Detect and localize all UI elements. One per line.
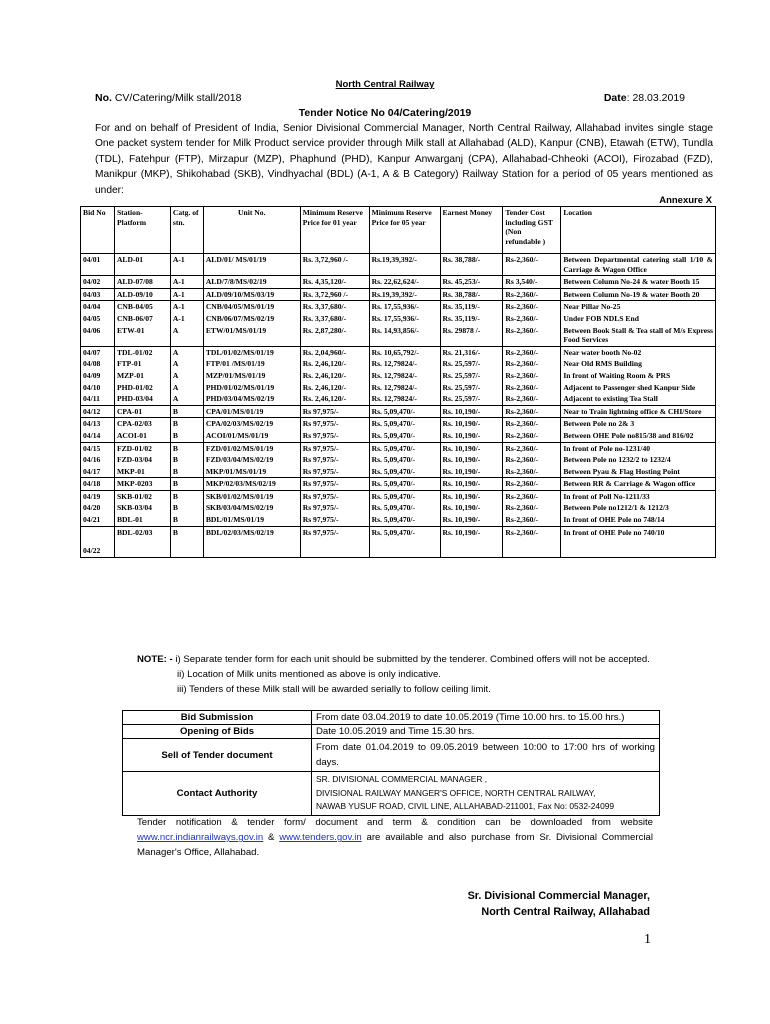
table-row	[81, 526, 716, 557]
table-cell: Rs. 5,09,470/-	[369, 454, 440, 466]
table-cell: Under FOB NDLS End	[561, 313, 716, 325]
table-cell: PHD-01/02	[114, 382, 170, 394]
note-label: NOTE: -	[137, 654, 173, 665]
table-row	[81, 370, 716, 382]
amp: &	[268, 832, 275, 844]
table-cell: FZD/01/02/MS/01/19	[203, 442, 300, 454]
table-cell: Rs. 12,79824/-	[369, 358, 440, 370]
table-cell: MZP/01/MS/01/19	[203, 370, 300, 382]
table-cell: Rs 97,975/-	[300, 405, 369, 418]
note-text: i) Separate tender form for each unit should be submitted by the tenderer. Combined offers will not be accepted.	[175, 654, 650, 665]
download-text: Tender notification & tender form/ document and term & condition can be downloaded from website	[137, 817, 653, 828]
table-cell: Rs-2,360/-	[503, 254, 561, 276]
table-cell: Rs 97,975/-	[300, 502, 369, 514]
table-cell: 04/03	[81, 288, 115, 301]
table-cell: CNB-06/07	[114, 313, 170, 325]
table-cell: A-1	[170, 276, 203, 289]
table-row	[81, 418, 716, 430]
table-cell: CNB/04/05/MS/01/19	[203, 301, 300, 313]
signature-office: North Central Railway, Allahabad	[481, 906, 650, 918]
table-cell: FTP/01 /MS/01/19	[203, 358, 300, 370]
table-row	[81, 276, 716, 289]
date-label: Date	[603, 92, 627, 104]
table-cell: BDL-01	[114, 514, 170, 526]
table-cell: Rs. 10,190/-	[440, 442, 503, 454]
table-cell: Rs 97,975/-	[300, 478, 369, 491]
table-cell: Between Pole no 2& 3	[561, 418, 716, 430]
column-header: Tender Cost including GST (Non refundable )	[503, 207, 561, 254]
table-cell: ALD/01/ MS/01/19	[203, 254, 300, 276]
contact-line: NAWAB YUSUF ROAD, CIVIL LINE, ALLAHABAD-211001, Fax No: 0532-24099	[316, 801, 615, 811]
table-cell: Rs. 5,09,470/-	[369, 442, 440, 454]
table-cell: SKB/01/02/MS/01/19	[203, 490, 300, 502]
table-cell: Rs. 5,09,470/-	[369, 430, 440, 442]
table-cell: 04/16	[81, 454, 115, 466]
signature-title: Sr. Divisional Commercial Manager,	[467, 890, 650, 902]
table-cell: Near Pillar No-25	[561, 301, 716, 313]
table-cell: Rs. 5,09,470/-	[369, 514, 440, 526]
table-cell: Rs. 17,55,936/-	[369, 301, 440, 313]
notes-section	[137, 652, 697, 698]
table-cell: BDL/01/MS/01/19	[203, 514, 300, 526]
table-cell: 04/19	[81, 490, 115, 502]
table-cell: Rs. 2,87,280/-	[300, 325, 369, 347]
table-cell: Rs. 10,190/-	[440, 430, 503, 442]
table-cell: SKB-03/04	[114, 502, 170, 514]
table-cell: 04/01	[81, 254, 115, 276]
table-row	[81, 514, 716, 526]
table-cell: Rs. 5,09,470/-	[369, 490, 440, 502]
table-cell: ACOI/01/MS/01/19	[203, 430, 300, 442]
table-cell: In front of Waiting Room & PRS	[561, 370, 716, 382]
table-cell: ALD-09/10	[114, 288, 170, 301]
table-cell: MKP-0203	[114, 478, 170, 491]
table-cell: Rs. 10,190/-	[440, 478, 503, 491]
table-cell: MZP-01	[114, 370, 170, 382]
tender-units-table	[80, 206, 716, 558]
table-cell: Between RR & Carriage & Wagon office	[561, 478, 716, 491]
table-cell: Rs-2,360/-	[503, 502, 561, 514]
table-cell: TDL-01/02	[114, 346, 170, 358]
table-cell: SKB-01/02	[114, 490, 170, 502]
table-cell: Rs 97,975/-	[300, 430, 369, 442]
table-row	[81, 466, 716, 478]
table-cell: Rs. 25,597/-	[440, 370, 503, 382]
reference-line	[95, 92, 685, 104]
table-cell: Rs-2,360/-	[503, 301, 561, 313]
table-cell: Rs. 38,788/-	[440, 254, 503, 276]
table-cell: ALD/09/10/MS/03/19	[203, 288, 300, 301]
download-info	[137, 815, 653, 861]
sell-value: From date 01.04.2019 to 09.05.2019 between 10:00 to 17:00 hrs of working days.	[312, 739, 660, 772]
table-cell: Rs. 22,62,624/-	[369, 276, 440, 289]
table-cell: 04/17	[81, 466, 115, 478]
table-cell: B	[170, 514, 203, 526]
table-cell: Rs. 3,37,680/-	[300, 301, 369, 313]
table-cell: A-1	[170, 313, 203, 325]
table-cell: Rs. 29878 /-	[440, 325, 503, 347]
table-cell: Rs. 38,788/-	[440, 288, 503, 301]
table-cell: CPA/02/03/MS/02/19	[203, 418, 300, 430]
bid-row	[123, 711, 660, 725]
table-cell: Rs-2,360/-	[503, 370, 561, 382]
table-cell: FZD-01/02	[114, 442, 170, 454]
table-cell: 04/02	[81, 276, 115, 289]
table-cell: ETW/01/MS/01/19	[203, 325, 300, 347]
table-cell: Between Pole no 1232/2 to 1232/4	[561, 454, 716, 466]
table-cell: B	[170, 418, 203, 430]
table-cell: Rs 97,975/-	[300, 418, 369, 430]
column-header: Bid No	[81, 207, 115, 254]
table-cell: Rs. 10,190/-	[440, 490, 503, 502]
table-cell: Rs. 5,09,470/-	[369, 502, 440, 514]
table-cell: PHD-03/04	[114, 393, 170, 405]
opening-label: Opening of Bids	[123, 725, 312, 739]
table-cell: 04/22	[81, 526, 115, 557]
table-cell: Rs. 10,190/-	[440, 526, 503, 557]
table-row	[81, 313, 716, 325]
table-cell: B	[170, 405, 203, 418]
intro-paragraph: For and on behalf of President of India, Senior Divisional Commercial Manager, North Central Railway, Allahabad invites single stage One packet system tender for Milk Product service provider through Milk stall at Allahabad (ALD), Kanpur (CNB), Etawah (ETW), Tundla (TDL), Fatehpur (FTP), Mirzapur (MZP), Phaphund (PHD), Kanpur Anwarganj (CPA), Allahabad-Chheoki (ACOI), Firozabad (FZD), Manikpur (MKP), Shikohabad (SKB), Vindhyachal (BDL) (A-1, A & B Category) Railway Station for a period of 05 years mentioned as under:	[95, 123, 713, 196]
table-cell: 04/20	[81, 502, 115, 514]
table-row	[81, 346, 716, 358]
column-header: Earnest Money	[440, 207, 503, 254]
table-cell: Rs. 35,119/-	[440, 313, 503, 325]
table-cell: Rs. 10,190/-	[440, 418, 503, 430]
table-row	[81, 301, 716, 313]
table-cell: Rs-2,360/-	[503, 526, 561, 557]
table-cell: 04/13	[81, 418, 115, 430]
table-cell: FZD/03/04/MS/02/19	[203, 454, 300, 466]
table-cell: 04/11	[81, 393, 115, 405]
table-cell: MKP/01/MS/01/19	[203, 466, 300, 478]
table-cell: Rs. 45,253/-	[440, 276, 503, 289]
table-row	[81, 393, 716, 405]
table-cell: Between Column No-24 & water Booth 15	[561, 276, 716, 289]
table-cell: A	[170, 346, 203, 358]
table-row	[81, 454, 716, 466]
table-cell: SKB/03/04/MS/02/19	[203, 502, 300, 514]
table-cell: Rs 97,975/-	[300, 454, 369, 466]
table-cell: A	[170, 358, 203, 370]
table-cell: Rs. 3,72,960 /-	[300, 288, 369, 301]
table-cell: Rs-2,360/-	[503, 346, 561, 358]
table-cell: Rs. 35,119/-	[440, 301, 503, 313]
table-cell: Between OHE Pole no815/38 and 816/02	[561, 430, 716, 442]
note-item-1	[137, 652, 697, 667]
page-number: 1	[644, 932, 651, 947]
table-cell: A	[170, 325, 203, 347]
table-cell: Rs-2,360/-	[503, 382, 561, 394]
table-cell: FTP-01	[114, 358, 170, 370]
contact-line: SR. DIVISIONAL COMMERCIAL MANAGER ,	[316, 774, 488, 784]
table-cell: B	[170, 442, 203, 454]
table-cell: ALD-01	[114, 254, 170, 276]
table-cell: MKP-01	[114, 466, 170, 478]
table-cell: Rs. 5,09,470/-	[369, 526, 440, 557]
table-cell: CPA-02/03	[114, 418, 170, 430]
ncr-website-link[interactable]: www.ncr.indianrailways.gov.in	[137, 832, 264, 844]
table-cell: Rs-2,360/-	[503, 466, 561, 478]
table-row	[81, 502, 716, 514]
table-cell: 04/05	[81, 313, 115, 325]
table-cell: ALD-07/08	[114, 276, 170, 289]
table-cell: Rs. 5,09,470/-	[369, 418, 440, 430]
table-cell: Rs. 10,65,792/-	[369, 346, 440, 358]
table-cell: Near water booth No-02	[561, 346, 716, 358]
table-cell: Rs-2,360/-	[503, 490, 561, 502]
table-cell: Rs. 5,09,470/-	[369, 405, 440, 418]
table-cell: Rs-2,360/-	[503, 358, 561, 370]
table-cell: Between Book Stall & Tea stall of M/s Express Food Services	[561, 325, 716, 347]
table-cell: Rs 97,975/-	[300, 490, 369, 502]
table-cell: MKP/02/03/MS/02/19	[203, 478, 300, 491]
ref-label: No.	[95, 92, 112, 104]
table-cell: Rs 97,975/-	[300, 514, 369, 526]
contact-line: DIVISIONAL RAILWAY MANGER'S OFFICE, NORTH CENTRAL RAILWAY,	[316, 787, 596, 798]
table-cell: TDL/01/02/MS/01/19	[203, 346, 300, 358]
table-cell: A	[170, 382, 203, 394]
notice-title: Tender Notice No 04/Catering/2019	[298, 107, 472, 119]
sell-label: Sell of Tender document	[123, 739, 312, 772]
table-row	[81, 382, 716, 394]
table-cell: ETW-01	[114, 325, 170, 347]
table-cell: Rs. 10,190/-	[440, 405, 503, 418]
table-cell: Rs-2,360/-	[503, 442, 561, 454]
table-cell: Rs. 25,597/-	[440, 393, 503, 405]
bid-row	[123, 772, 660, 816]
table-row	[81, 254, 716, 276]
table-cell: Rs. 3,72,960 /-	[300, 254, 369, 276]
table-cell: In front of OHE Pole no 740/10	[561, 526, 716, 557]
table-row	[81, 442, 716, 454]
date-value: : 28.03.2019	[626, 92, 685, 104]
table-cell: Adjacent to Passenger shed Kanpur Side	[561, 382, 716, 394]
table-cell: Rs. 10,190/-	[440, 502, 503, 514]
table-cell: Rs. 10,190/-	[440, 466, 503, 478]
table-cell: Rs.19,39,392/-	[369, 254, 440, 276]
bid-submission-value: From date 03.04.2019 to date 10.05.2019 (Time 10.00 hrs. to 15.00 hrs.)	[312, 711, 660, 725]
table-header-row	[81, 207, 716, 254]
table-cell: B	[170, 454, 203, 466]
table-cell: PHD/01/02/MS/01/19	[203, 382, 300, 394]
table-row	[81, 405, 716, 418]
ref-value: CV/Catering/Milk stall/2018	[114, 92, 242, 104]
table-cell: BDL/02/03/MS/02/19	[203, 526, 300, 557]
table-cell: Adjacent to existing Tea Stall	[561, 393, 716, 405]
table-cell: In front of Poll No-1211/33	[561, 490, 716, 502]
table-cell: Rs. 5,09,470/-	[369, 466, 440, 478]
table-cell: ALD/7/8/MS/02/19	[203, 276, 300, 289]
table-cell: Rs. 12,79824/-	[369, 370, 440, 382]
organization-title: North Central Railway	[335, 79, 435, 90]
table-cell: A	[170, 393, 203, 405]
table-cell: BDL-02/03	[114, 526, 170, 557]
table-cell: A-1	[170, 254, 203, 276]
table-cell: PHD/03/04/MS/02/19	[203, 393, 300, 405]
table-row	[81, 430, 716, 442]
table-cell: CNB-04/05	[114, 301, 170, 313]
table-cell: 04/09	[81, 370, 115, 382]
table-cell: Rs 97,975/-	[300, 442, 369, 454]
note-item-3: iii) Tenders of these Milk stall will be awarded serially to follow ceiling limit.	[177, 684, 491, 696]
table-cell: Rs 3,540/-	[503, 276, 561, 289]
table-cell: CPA-01	[114, 405, 170, 418]
table-cell: B	[170, 502, 203, 514]
table-row	[81, 478, 716, 491]
table-cell: Rs.19,39,392/-	[369, 288, 440, 301]
table-cell: In front of OHE Pole no 748/14	[561, 514, 716, 526]
column-header: Unit No.	[203, 207, 300, 254]
table-cell: CPA/01/MS/01/19	[203, 405, 300, 418]
table-cell: A	[170, 370, 203, 382]
column-header: Catg. of stn.	[170, 207, 203, 254]
table-cell: Rs. 25,597/-	[440, 382, 503, 394]
table-cell: 04/21	[81, 514, 115, 526]
table-cell: Rs-2,360/-	[503, 313, 561, 325]
table-cell: B	[170, 490, 203, 502]
table-cell: Rs. 2,46,120/-	[300, 382, 369, 394]
table-cell: ACOI-01	[114, 430, 170, 442]
table-cell: B	[170, 466, 203, 478]
table-row	[81, 358, 716, 370]
table-cell: Rs. 14,93,856/-	[369, 325, 440, 347]
opening-value: Date 10.05.2019 and Time 15.30 hrs.	[312, 725, 660, 739]
table-cell: A-1	[170, 288, 203, 301]
table-cell: 04/10	[81, 382, 115, 394]
table-cell: 04/07	[81, 346, 115, 358]
table-cell: Rs. 2,46,120/-	[300, 358, 369, 370]
table-cell: 04/08	[81, 358, 115, 370]
table-cell: 04/18	[81, 478, 115, 491]
table-cell: CNB/06/07/MS/02/19	[203, 313, 300, 325]
table-cell: Rs-2,360/-	[503, 430, 561, 442]
table-cell: Rs. 10,190/-	[440, 514, 503, 526]
table-cell: Rs-2,360/-	[503, 454, 561, 466]
table-cell: In front of Pole no-1231/40	[561, 442, 716, 454]
table-cell: Rs. 3,37,680/-	[300, 313, 369, 325]
table-cell: 04/15	[81, 442, 115, 454]
table-cell: Rs. 10,190/-	[440, 454, 503, 466]
table-cell: Rs-2,360/-	[503, 325, 561, 347]
table-cell: B	[170, 430, 203, 442]
table-cell: Rs. 12,79824/-	[369, 393, 440, 405]
table-cell: Rs. 12,79824/-	[369, 382, 440, 394]
table-row	[81, 288, 716, 301]
table-cell: Between Departmental catering stall 1/10 & Carriage & Wagon Office	[561, 254, 716, 276]
table-row	[81, 325, 716, 347]
table-cell: 04/06	[81, 325, 115, 347]
table-cell: Rs. 2,04,960/-	[300, 346, 369, 358]
table-row	[81, 490, 716, 502]
table-cell: Rs. 21,316/-	[440, 346, 503, 358]
table-cell: Rs. 4,35,120/-	[300, 276, 369, 289]
table-cell: Rs-2,360/-	[503, 393, 561, 405]
table-cell: Rs. 2,46,120/-	[300, 370, 369, 382]
table-cell: Rs 97,975/-	[300, 526, 369, 557]
table-cell: Between Column No-19 & water Booth 20	[561, 288, 716, 301]
bid-row	[123, 739, 660, 772]
table-cell: 04/04	[81, 301, 115, 313]
table-cell: Rs. 17,55,936/-	[369, 313, 440, 325]
contact-value	[312, 772, 660, 816]
table-cell: Near Old RMS Building	[561, 358, 716, 370]
signature-block	[468, 888, 650, 920]
table-cell: Between Pole no1212/1 & 1212/3	[561, 502, 716, 514]
table-cell: Rs-2,360/-	[503, 405, 561, 418]
annexure-label: Annexure X	[659, 195, 712, 206]
table-cell: B	[170, 478, 203, 491]
table-cell: Rs. 5,09,470/-	[369, 478, 440, 491]
table-cell: 04/14	[81, 430, 115, 442]
bid-schedule-table	[122, 710, 660, 816]
column-header: Minimum Reserve Price for 01 year	[300, 207, 369, 254]
table-cell: Rs-2,360/-	[503, 288, 561, 301]
column-header: Minimum Reserve Price for 05 year	[369, 207, 440, 254]
download-text-2: are available and also purchase from Sr. Divisional Commercial Manager's Office, Allahabad.	[137, 832, 653, 859]
contact-label: Contact Authority	[123, 772, 312, 816]
table-cell: Between Pyau & Flag Hosting Point	[561, 466, 716, 478]
bid-submission-label: Bid Submission	[123, 711, 312, 725]
note-item-2: ii) Location of Milk units mentioned as above is only indicative.	[177, 669, 441, 681]
table-cell: Rs-2,360/-	[503, 514, 561, 526]
table-cell: A-1	[170, 301, 203, 313]
table-cell: Near to Train lightning office & CHI/Store	[561, 405, 716, 418]
table-cell: Rs 97,975/-	[300, 466, 369, 478]
column-header: Station-Platform	[114, 207, 170, 254]
table-cell: B	[170, 526, 203, 557]
table-cell: Rs. 2,46,120/-	[300, 393, 369, 405]
table-cell: Rs. 25,597/-	[440, 358, 503, 370]
date-block	[604, 92, 685, 104]
table-cell: 04/12	[81, 405, 115, 418]
column-header: Location	[561, 207, 716, 254]
bid-row	[123, 725, 660, 739]
table-cell: FZD-03/04	[114, 454, 170, 466]
table-cell: Rs-2,360/-	[503, 478, 561, 491]
tenders-website-link[interactable]: www.tenders.gov.in	[279, 832, 362, 844]
table-cell: Rs-2,360/-	[503, 418, 561, 430]
